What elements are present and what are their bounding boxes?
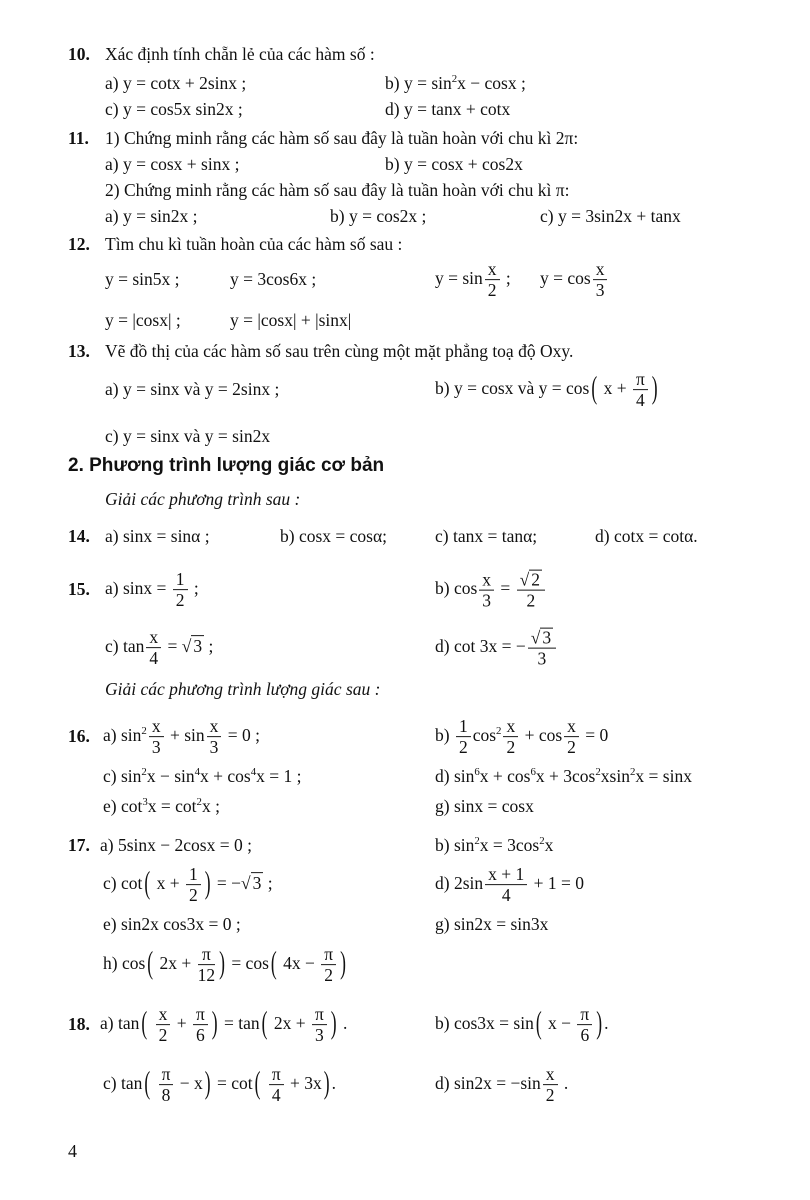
- math-expression: y = sin5x ;: [105, 269, 180, 290]
- math-expression: d) $\sin^6x + \cos^6x + 3\cos^2xsin^2x = \sin x$: [435, 766, 692, 787]
- row-instruction-1: [0, 487, 810, 513]
- row-p11-part2: [0, 178, 810, 204]
- math-expression: c) y = 3sin2x + tanx: [540, 206, 681, 227]
- math-expression: b) $\frac{1}{2}$ $\cos^2$ $\frac{x}{2}$ + cos $\frac{x}{2}$ = 0: [435, 716, 609, 758]
- math-expression: y = cos $\frac{x}{3}$: [540, 260, 609, 300]
- row-p13-c: [0, 424, 810, 450]
- row-p18-line1: [0, 999, 810, 1051]
- math-expression: a) y = sinx và y = 2sinx ;: [105, 379, 280, 400]
- row-p12-line2: [0, 308, 810, 334]
- math-expression: b) cos3x = sin ( x − $\frac{\pi}{6}$ ) .: [435, 1004, 609, 1046]
- math-expression: c) y = sinx và y = sin2x: [105, 426, 271, 447]
- problem-12-title: Tìm chu kì tuần hoàn của các hàm số sau :: [105, 234, 403, 255]
- page-number: 4: [68, 1140, 77, 1161]
- math-expression: a) $\sin^2$ $\frac{x}{3}$ + sin $\frac{x}{3}$ = 0 ;: [103, 716, 260, 758]
- row-p12-title: [0, 232, 810, 258]
- math-expression: g) sin2x = sin3x: [435, 914, 549, 935]
- math-expression: d) 2sin $\frac{x + 1}{4}$ + 1 = 0: [435, 864, 584, 906]
- row-p15-line2: [0, 624, 810, 672]
- problem-12-number: 12.: [68, 234, 90, 255]
- math-expression: g) sinx = cosx: [435, 796, 534, 817]
- row-page-number: [0, 1138, 810, 1164]
- math-expression: d) cotx = cotα.: [595, 526, 698, 547]
- math-expression: c) tan ( $\frac{\pi}{8}$ − x ) = cot ( $\frac{\pi}{4}$ + 3x ) .: [103, 1064, 336, 1106]
- math-expression: c) tan $\frac{x}{4}$ = √ 3 ;: [105, 627, 214, 669]
- row-instruction-2: [0, 677, 810, 703]
- math-expression: b) y = cos2x ;: [330, 206, 427, 227]
- section-heading: 2. Phương trình lượng giác cơ bản: [68, 455, 385, 477]
- problem-16-number: 16.: [68, 726, 90, 747]
- math-expression: a) y = cotx + 2sinx ;: [105, 73, 247, 94]
- problem-15-number: 15.: [68, 579, 90, 600]
- row-p11-title: [0, 126, 810, 152]
- math-expression: h) cos ( 2x + $\frac{\pi}{12}$ ) = cos ( 4x − $\frac{\pi}{2}$ ): [103, 944, 346, 986]
- row-p14: [0, 524, 810, 550]
- row-p15-line1: [0, 566, 810, 614]
- row-p12-line1: [0, 256, 810, 304]
- math-expression: a) sinx = sinα ;: [105, 526, 210, 547]
- math-expression: a) tan ( $\frac{x}{2}$ + $\frac{\pi}{6}$ ) = tan ( 2x + $\frac{\pi}{3}$ ) .: [100, 1004, 348, 1046]
- math-expression: b) cos $\frac{x}{3}$ = $\frac{√ 2}{2}$: [435, 570, 547, 611]
- row-p17-line3: [0, 912, 810, 938]
- math-expression: c) tanx = tanα;: [435, 526, 538, 547]
- row-p10-ab: [0, 71, 810, 97]
- row-p17-line1: [0, 832, 810, 860]
- math-expression: a) sinx = $\frac{1}{2}$ ;: [105, 569, 199, 611]
- row-p16-line2: [0, 763, 810, 791]
- row-p18-line2: [0, 1059, 810, 1111]
- row-p10-title: [0, 42, 810, 68]
- problem-11-part2-title: 2) Chứng minh rằng các hàm số sau đây là tuần hoàn với chu kì π:: [105, 180, 570, 201]
- problem-13-title: Vẽ đồ thị của các hàm số sau trên cùng một mặt phẳng toạ độ Oxy.: [105, 341, 574, 362]
- math-expression: c) cot ( x + $\frac{1}{2}$ ) = −√ 3 ;: [103, 864, 273, 906]
- row-p10-cd: [0, 97, 810, 123]
- math-expression: y = 3cos6x ;: [230, 269, 317, 290]
- instruction-text: Giải các phương trình sau :: [105, 489, 301, 510]
- problem-11-number: 11.: [68, 128, 89, 149]
- math-expression: a) y = cosx + sinx ;: [105, 154, 240, 175]
- math-expression: b) y = cosx và y = cos ( x + $\frac{\pi}{4}$ ): [435, 369, 658, 411]
- row-p17-line4: [0, 939, 810, 991]
- math-expression: d) y = tanx + cotx: [385, 99, 511, 120]
- math-expression: c) y = cos5x sin2x ;: [105, 99, 243, 120]
- math-expression: y = |cosx| ;: [105, 310, 181, 331]
- math-expression: e) sin2x cos3x = 0 ;: [103, 914, 241, 935]
- problem-11-title: 1) Chứng minh rằng các hàm số sau đây là tuần hoàn với chu kì 2π:: [105, 128, 579, 149]
- math-expression: a) y = sin2x ;: [105, 206, 198, 227]
- math-expression: y = |cosx| + |sinx|: [230, 310, 352, 331]
- math-expression: b) y = cosx + cos2x: [385, 154, 523, 175]
- row-p16-line1: [0, 713, 810, 761]
- problem-18-number: 18.: [68, 1014, 90, 1035]
- row-p16-line3: [0, 793, 810, 821]
- problem-10-title: Xác định tính chẵn lẻ của các hàm số :: [105, 44, 375, 65]
- problem-10-number: 10.: [68, 44, 90, 65]
- math-expression: d) cot 3x = − $\frac{√ 3}{3}$: [435, 628, 558, 669]
- math-expression: b) cosx = cosα;: [280, 526, 388, 547]
- problem-13-number: 13.: [68, 341, 90, 362]
- problem-17-number: 17.: [68, 835, 90, 856]
- math-expression: b) $\sin^2x = 3\cos^2x$: [435, 835, 554, 856]
- instruction-text: Giải các phương trình lượng giác sau :: [105, 679, 381, 700]
- row-section-heading: [0, 452, 810, 480]
- row-p11-abc: [0, 204, 810, 230]
- math-expression: e) $\cot^3x = \cot^2x$ ;: [103, 796, 220, 817]
- row-p17-line2: [0, 861, 810, 909]
- math-expression: b) $y = \sin^2x - \cos x$ ;: [385, 73, 526, 94]
- math-expression: a) 5sinx − 2cosx = 0 ;: [100, 835, 252, 856]
- math-expression: c) $\sin^2x - \sin^4x + \cos^4x = 1$ ;: [103, 766, 302, 787]
- problem-14-number: 14.: [68, 526, 90, 547]
- row-p13-ab: [0, 362, 810, 418]
- row-p11-ab: [0, 152, 810, 178]
- math-expression: d) sin2x = −sin $\frac{x}{2}$ .: [435, 1064, 569, 1106]
- math-expression: y = sin $\frac{x}{2}$ ;: [435, 259, 511, 301]
